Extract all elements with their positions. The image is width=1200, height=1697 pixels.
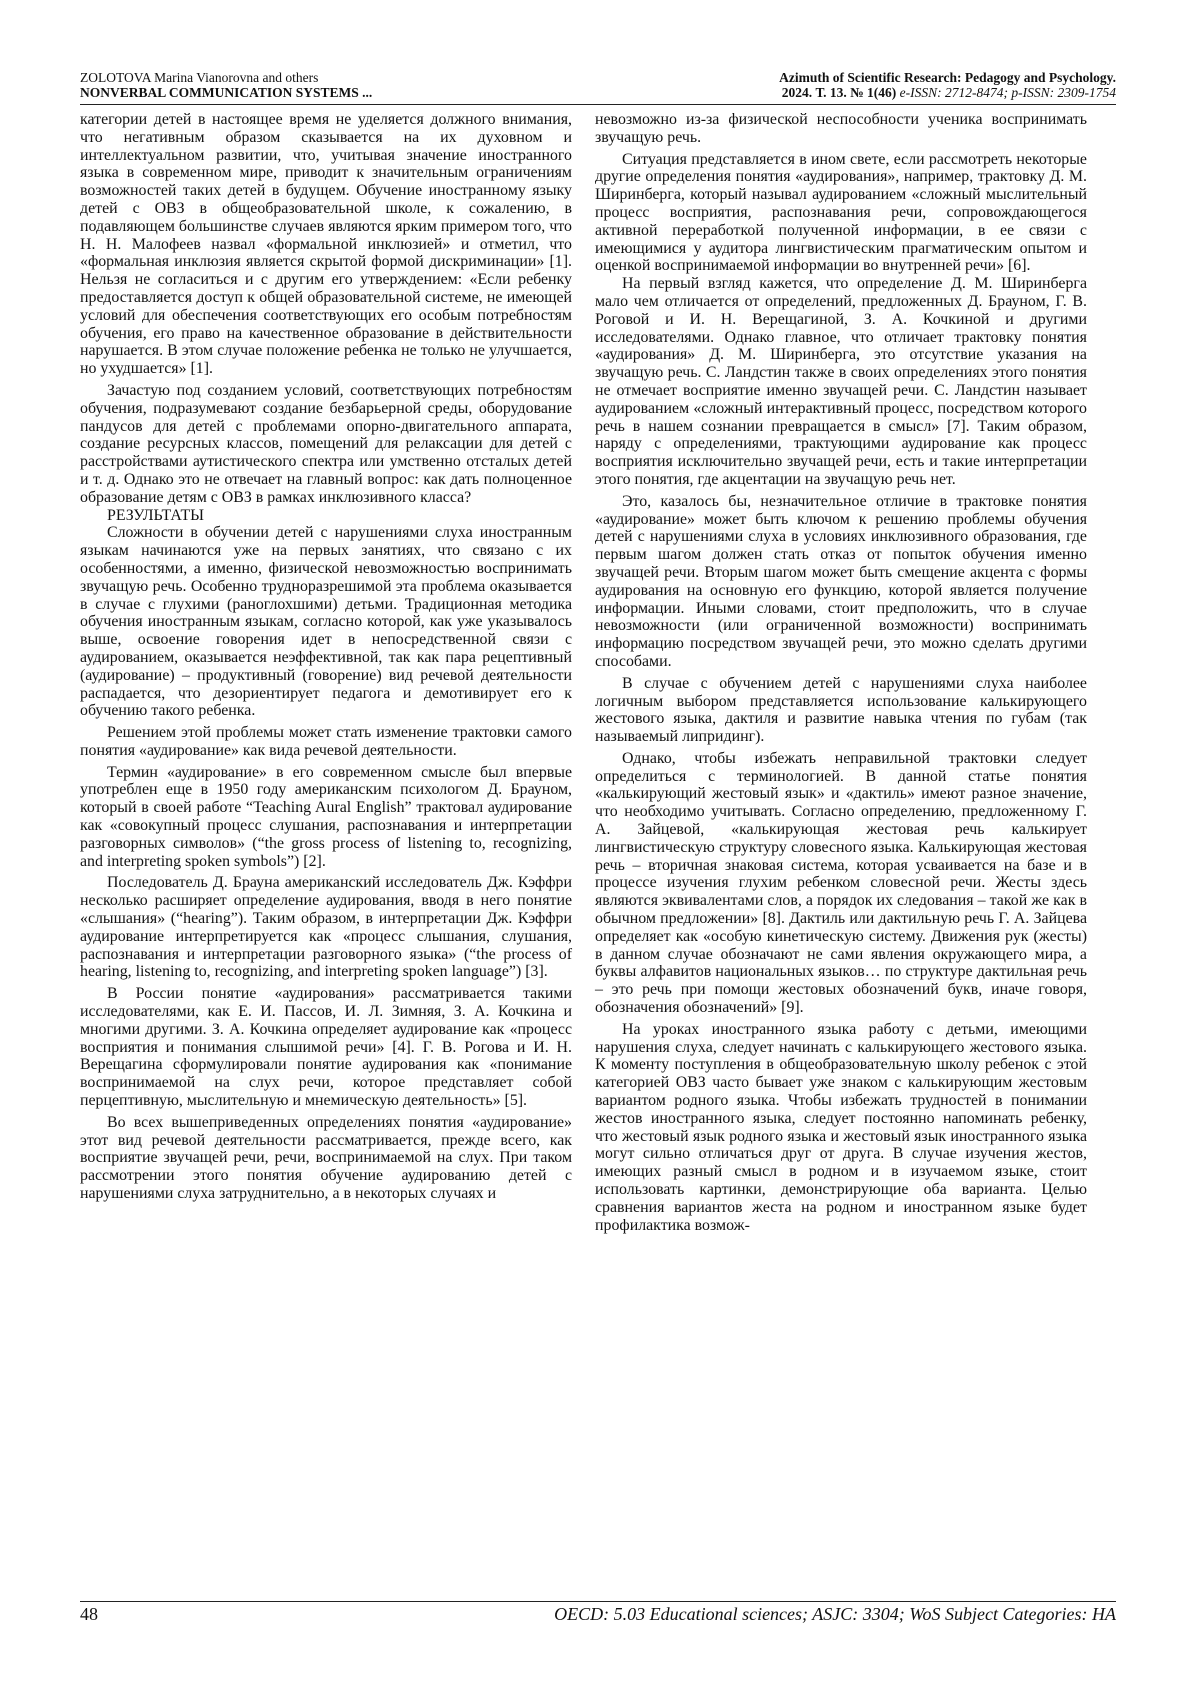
footer-rule xyxy=(80,1601,1116,1602)
paragraph: Термин «аудирование» в его современном смысле был впервые употреблен еще в 1950 году американским психологом Д. Брауном, который в своей работе “Teaching Aural English” трактовал аудирование как «совокупный процесс слушания, распознавания и интерпретации разговорных символов» (“the gross process of listening to, recognizing, and interpreting spoken symbols”) [2]. xyxy=(80,763,572,870)
paragraph: На уроках иностранного языка работу с детьми, имеющими нарушения слуха, следует начинать с калькирующего жестового языка. К моменту поступления в общеобразовательную школу ребенок с этой категорией ОВЗ часто бывает уже знаком с калькирующим жестовым вариантом родного языка. Чтобы избежать трудностей в понимании жестов иностранного языка, следует постоянно напоминать ребенку, что жестовый язык родного языка и жестовый язык иностранного языка могут сильно отличаться друг от друга. В случае изучения жестов, имеющих разный смысл в родном и в изучаемом языке, стоит использовать картинки, демонстрирующие оба варианта. Целью сравнения вариантов жеста на родном и иностранном языке будет профилактика возмож- xyxy=(595,1020,1087,1234)
left-column xyxy=(80,111,572,1203)
running-header-left xyxy=(80,70,372,100)
paragraph: категории детей в настоящее время не уделяется должного внимания, что негативным образом сказывается на их духовном и интеллектуальном развитии, что, учитывая значение иностранного языка в современном мире, приводит к значительным ограничениям возможностей таких детей в будущем. Обучение иностранному языку детей с ОВЗ в общеобразовательной школе, к сожалению, в подавляющем большинстве случаев являются ярким примером того, что Н. Н. Малофеев назвал «формальной инклюзией» и отметил, что «формальная инклюзия является скрытой формой дискриминации» [1]. Нельзя не согласиться и с другим его утверждением: «Если ребенку предоставляется доступ к общей образовательной системе, не имеющей условий для обеспечения соответствующих его особым потребностям обучения, его право на качественное образование в действительности нарушается. В этом случае положение ребенка не только не улучшается, но ухудшается» [1]. xyxy=(80,111,572,378)
paragraph: Ситуация представляется в ином свете, если рассмотреть некоторые другие определения понятия «аудирования», например, трактовку Д. М. Ширинберга, который называл аудированием «сложный мыслительный процесс восприятия, распознавания речи, сопровождающегося активной переработкой полученной информации, в ее связи с имеющимися у аудитора лингвистическим прагматическим опытом и оценкой воспринимаемой информации во внутренней речи» [6]. xyxy=(595,150,1087,275)
header-rule xyxy=(80,104,1116,105)
section-heading: РЕЗУЛЬТАТЫ xyxy=(107,506,205,524)
header-issue-line xyxy=(779,85,1116,100)
running-header-right xyxy=(779,70,1116,100)
paragraph: Решением этой проблемы может стать изменение трактовки самого понятия «аудирование» как вида речевой деятельности. xyxy=(80,724,572,759)
paragraph: невозможно из-за физической неспособности ученика воспринимать звучащую речь. xyxy=(595,111,1087,146)
header-short-title: NONVERBAL COMMUNICATION SYSTEMS ... xyxy=(80,85,373,100)
header-issue: 2024. Т. 13. № 1(46) xyxy=(781,85,897,100)
paragraph: Однако, чтобы избежать неправильной трактовки следует определиться с терминологией. В данной статье понятия «калькирующий жестовый язык» и «дактиль» имеют разное значение, что необходимо учитывать. Согласно определению, предложенному Г. А. Зайцевой, «калькирующая жестовая речь калькирует лингвистическую структуру словесного языка. Калькирующая жестовая речь – вторичная знаковая система, которая усваивается на базе и в процессе изучения глухим ребенком словесной речи. Жесты здесь являются эквивалентами слов, а порядок их следования – такой же как в обычном предложении» [8]. Дактиль или дактильную речь Г. А. Зайцева определяет как «особую кинетическую систему. Движения рук (жесты) в данном случае обозначают не сами явления окружающего мира, а буквы алфавитов национальных языков… по структуре дактильная речь – это речь при помощи жестовых обозначений букв, иначе говоря, обозначения обозначений» [9]. xyxy=(595,749,1087,1017)
paragraph: Зачастую под созданием условий, соответствующих потребностям обучения, подразумевают создание безбарьерной среды, оборудование пандусов для детей с проблемами опорно-двигательного аппарата, создание ресурсных классов, помещений для релаксации для детей с расстройствами аутистического спектра или умственно отсталых детей и т. д. Однако это не отвечает на главный вопрос: как дать полноценное образование детям с ОВЗ в рамках инклюзивного класса? xyxy=(80,381,572,506)
header-issn: e-ISSN: 2712-8474; p-ISSN: 2309-1754 xyxy=(896,85,1116,100)
header-journal: Azimuth of Scientific Research: Pedagogy and Psychology. xyxy=(779,70,1116,85)
paragraph: Последователь Д. Брауна американский исследователь Дж. Кэффри несколько расширяет определение аудирования, вводя в него понятие «слышания» (“hearing”). Таким образом, в интерпретации Дж. Кэффри аудирование интерпретируется как «процесс слышания, слушания, распознавания и интерпретации разговорного языка» (“the process of hearing, listening to, recognizing, and interpreting spoken language”) [3]. xyxy=(80,874,572,981)
footer-classification: OECD: 5.03 Educational sciences; ASJC: 3304; WoS Subject Categories: HA xyxy=(554,1604,1116,1624)
paragraph: В случае с обучением детей с нарушениями слуха наиболее логичным выбором представляется использование калькирующего жестового языка, дактиля и развитие навыка чтения по губам (так называемый липридинг). xyxy=(595,674,1087,746)
paragraph: Сложности в обучении детей с нарушениями слуха иностранным языкам начинаются уже на первых занятиях, что связано с их особенностями, а именно, физической невозможностью воспринимать звучащую речь. Особенно трудноразрешимой эта проблема оказывается в случае с глухими (раноглохшими) детьми. Традиционная методика обучения иностранным языкам, согласно которой, как уже указывалось выше, освоение говорения идет в непосредственной связи с аудированием, оказывается неэффективной, так как пара рецептивный (аудирование) – продуктивный (говорение) вид речевой деятельности распадается, что дезориентирует педагога и демотивирует его к обучению такого ребенка. xyxy=(80,524,572,720)
paragraph: В России понятие «аудирования» рассматривается такими исследователями, как Е. И. Пассов, И. Л. Зимняя, З. А. Кочкина и многими другими. З. А. Кочкина определяет аудирование как «процесс восприятия и понимания слышимой речи» [4]. Г. В. Рогова и И. Н. Верещагина сформулировали понятие аудирования как «понимание воспринимаемой на слух речи, которое представляет собой перцептивную, мыслительную и мнемическую деятельность» [5]. xyxy=(80,985,572,1110)
paragraph: Это, казалось бы, незначительное отличие в трактовке понятия «аудирование» может быть ключом к решению проблемы обучения детей с нарушениями слуха в условиях инклюзивного образования, где первым шагом должен стать отказ от попыток обучения именно звучащей речи. Вторым шагом может быть смещение акцента с формы аудирования на основную его функцию, которой является получение информации. Иными словами, стоит предположить, что в случае невозможности (или ограниченной возможности) воспринимать информацию посредством звучащей речи, это можно сделать другими способами. xyxy=(595,492,1087,670)
header-author: ZOLOTOVA Marina Vianorovna and others xyxy=(80,70,319,85)
right-column xyxy=(595,111,1087,1234)
page-number: 48 xyxy=(80,1604,98,1624)
paragraph: На первый взгляд кажется, что определение Д. М. Ширинберга мало чем отличается от определений, предложенных Д. Брауном, Г. В. Роговой и И. Н. Верещагиной, З. А. Кочкиной и другими исследователями. Однако главное, что отличает трактовку понятия «аудирования» Д. М. Ширинберга, это отсутствие указания на звучащую речь. С. Ландстин также в своих определениях этого понятия не отмечает восприятие именно звучащей речи. С. Ландстин называет аудированием «сложный интерактивный процесс, посредством которого речь в нашем сознании превращается в смысл» [7]. Таким образом, наряду с определениями, трактующими аудирование как процесс восприятия исключительно звучащей речи, есть и такие интерпретации этого понятия, где акцентации на звучащую речь нет. xyxy=(595,275,1087,488)
paragraph: Во всех вышеприведенных определениях понятия «аудирование» этот вид речевой деятельности рассматривается, прежде всего, как восприятие звучащей речи, речи, воспринимаемой на слух. При таком рассмотрении этого понятия обучение аудированию детей с нарушениями слуха затруднительно, а в некоторых случаях и xyxy=(80,1113,572,1203)
